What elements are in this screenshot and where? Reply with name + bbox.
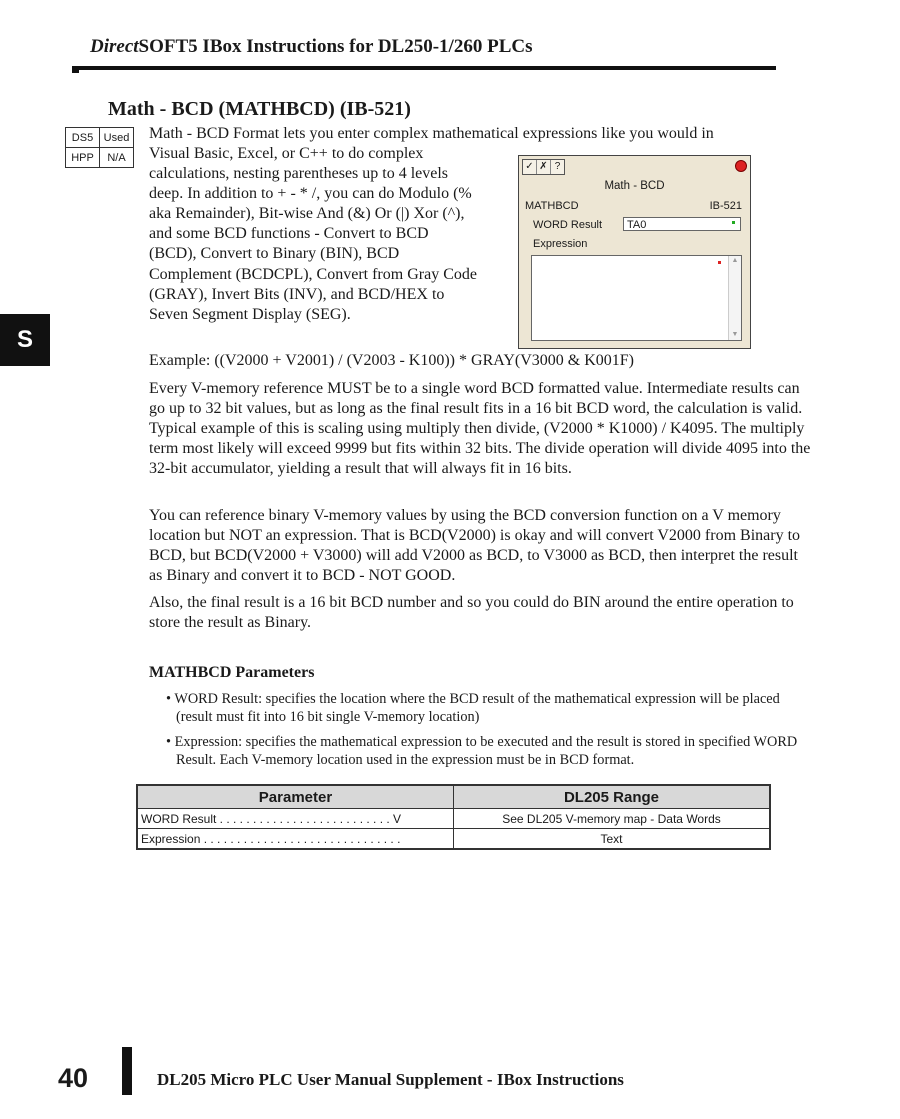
section-tab: S: [0, 314, 50, 366]
badge-value: N/A: [100, 148, 134, 168]
expression-textarea[interactable]: [531, 255, 742, 341]
running-header: [90, 36, 532, 58]
body-paragraph: Every V-memory reference MUST be to a single word BCD formatted value. Intermediate results can go up to 32 bit values, but as long as the final result fits in a 16 bit BCD word, the calculation is valid. Typical example of this is scaling using multiply then divide, (V2000 * K1000) / K4095. The multiply term most likely will exceed 9999 but fits within 32 bits. The divide operation will divide 4095 into the 32-bit accumulator, yielding a result that will always fit in 16 bits.: [149, 380, 811, 478]
dialog-instruction-code: IB-521: [709, 200, 742, 212]
parameter-bullet: • Expression: specifies the mathematical expression to be executed and the result is stored in specified WORD Result. Each V-memory location used in the expression must be in BCD format.: [166, 734, 798, 768]
valid-indicator: [732, 221, 735, 224]
dialog-heading: Math - BCD: [604, 180, 665, 192]
header-title-text: SOFT5 IBox Instructions for DL250-1/260 PLCs: [138, 36, 533, 57]
intro-paragraph: Visual Basic, Excel, or C++ to do complex calculations, nesting parentheses up to 4 levels deep. In addition to + - * /, you can do Modulo (% aka Remainder), Bit-wise And (&) Or (|) Xor (^), and some BCD functions - Convert to BCD (BCD), Convert to Binary (BIN), BCD Complement (BCDCPL), Convert from Gray Code (GRAY), Invert Bits (INV), and BCD/HEX to Seven Segment Display (SEG).: [149, 145, 477, 323]
mathbcd-dialog: [518, 155, 751, 349]
parameters-heading: MATHBCD Parameters: [149, 664, 315, 681]
body-paragraph: You can reference binary V-memory values by using the BCD conversion function on a V memory location but NOT an expression. That is BCD(V2000) is okay and will convert V2000 from Binary to BCD, but BCD(V2000 + V3000) will add V2000 as BCD, to V3000 as BCD, then interpret the result as Binary and convert it to BCD - NOT GOOD.: [149, 507, 801, 585]
expression-scrollbar[interactable]: [728, 256, 741, 340]
word-result-input[interactable]: [623, 217, 741, 231]
scroll-up-icon[interactable]: ▲: [731, 257, 739, 264]
dialog-instruction-name: MATHBCD: [525, 200, 579, 212]
range-cell: Text: [454, 829, 771, 850]
word-result-label: WORD Result: [533, 219, 603, 231]
parameter-cell: WORD Result . . . . . . . . . . . . . . . . . . . . . . . . . . V: [137, 809, 454, 829]
help-icon[interactable]: ?: [554, 161, 561, 172]
scroll-down-icon[interactable]: ▼: [731, 331, 739, 338]
usage-badge-table: [65, 127, 134, 168]
parameter-cell: Expression . . . . . . . . . . . . . . . . . . . . . . . . . . . . . .: [137, 829, 454, 850]
dialog-toolbar: [522, 159, 565, 175]
section-title: Math - BCD (MATHBCD) (IB-521): [108, 98, 411, 120]
badge-label: DS5: [66, 128, 100, 148]
check-icon[interactable]: ✓: [523, 160, 537, 174]
badge-row: [66, 128, 134, 148]
range-cell: See DL205 V-memory map - Data Words: [454, 809, 771, 829]
header-rule: [72, 66, 776, 70]
cross-icon[interactable]: ✗: [537, 160, 551, 174]
column-header: DL205 Range: [454, 785, 771, 809]
footer-bar: [122, 1047, 132, 1095]
header-marker: [72, 66, 79, 73]
body-paragraph: Also, the final result is a 16 bit BCD number and so you could do BIN around the entire operation to store the result as Binary.: [149, 594, 794, 632]
parameter-bullet: • WORD Result: specifies the location where the BCD result of the mathematical expression will be placed (result must fit into 16 bit single V-memory location): [166, 691, 780, 725]
required-indicator: [718, 261, 721, 264]
expression-label: Expression: [533, 238, 588, 250]
parameter-table: [136, 784, 771, 850]
table-row: [137, 809, 770, 829]
table-header-row: [137, 785, 770, 809]
close-icon[interactable]: [735, 160, 747, 172]
header-brand: Direct: [90, 36, 139, 57]
footer-text: DL205 Micro PLC User Manual Supplement - IBox Instructions: [157, 1070, 624, 1089]
column-header: Parameter: [137, 785, 454, 809]
intro-first-line: Math - BCD Format lets you enter complex mathematical expressions like you would in: [149, 125, 714, 142]
badge-row: [66, 148, 134, 168]
word-result-value: TA0: [627, 219, 647, 231]
badge-value: Used: [100, 128, 134, 148]
example-line: Example: ((V2000 + V2001) / (V2003 - K100)) * GRAY(V3000 & K001F): [149, 352, 634, 369]
table-row: [137, 829, 770, 850]
badge-label: HPP: [66, 148, 100, 168]
page-number: 40: [58, 1063, 89, 1093]
